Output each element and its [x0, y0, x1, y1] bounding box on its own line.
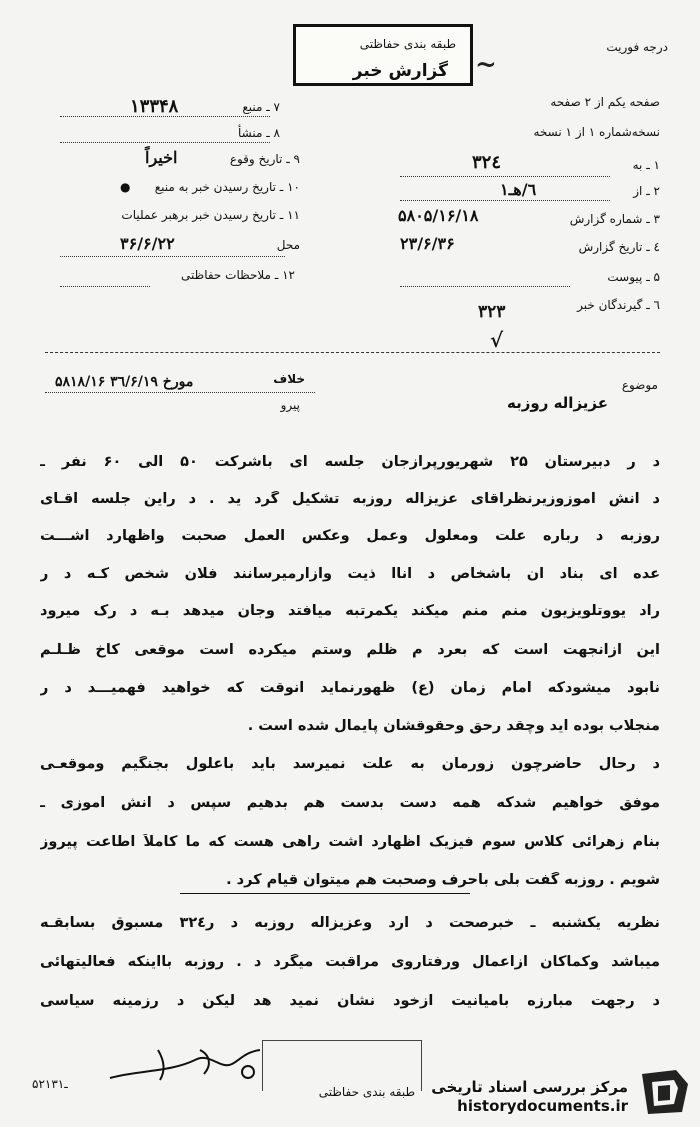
- follow-label: پیرو: [280, 398, 300, 412]
- body-line: د رحال حاضرچون زورمان به علت نمیرسد باید باعلول بجنگیم وموقعـی: [40, 756, 660, 772]
- field-line: [60, 256, 285, 257]
- handwritten-scribble: ~: [475, 50, 498, 80]
- footer-classification: طبقه بندی حفاظتی: [318, 1085, 415, 1099]
- body-line: عده ای بناد ان باشخاص د اناا ذیت وآزارمیرسانند فلان شخص کـه د ر: [40, 566, 660, 582]
- page-label: صفحه یکم از ۲ صفحه: [550, 95, 660, 109]
- watermark-text: مرکز بررسی اسناد تاریخی: [431, 1078, 628, 1096]
- field-label: ۱ ـ به: [632, 158, 660, 172]
- body-line: این ازآنجهت است که بعرد م ظلم وستم میکرده است موقعی کاخ ظـلـم: [40, 642, 660, 658]
- field-line: [400, 176, 610, 177]
- field-value: ۲۳/۶/۳۶: [400, 234, 455, 253]
- header-separator: [45, 352, 660, 353]
- watermark-url[interactable]: historydocuments.ir: [457, 1097, 628, 1115]
- handwritten-underline: [180, 893, 470, 894]
- copy-label: نسخه‌شماره ۱ از ۱ نسخه: [533, 125, 660, 139]
- field-line: [60, 286, 150, 287]
- field-label: ۸ ـ منشأ: [237, 126, 280, 140]
- field-value: ۵۸۰۵/۱۶/۱۸: [398, 206, 479, 225]
- follow-line: [45, 392, 315, 393]
- subject-label: موضوع: [621, 378, 658, 392]
- field-line: [60, 142, 270, 143]
- body-line: د ر دبیرستان ۲۵ شهریورپرازجان جلسه ای باشرکت ۵۰ الی ۶۰ نفر ـ: [40, 454, 660, 470]
- stamp-classification: طبقه بندی حفاظتی: [359, 37, 456, 51]
- follow-reference: ۵۸۱۸/۱۶ مورخ ۳٦/۶/۱۹: [55, 374, 194, 390]
- field-value: ۳۶/۶/۲۲: [120, 234, 175, 253]
- field-line: [400, 200, 610, 201]
- field-value: ۱٦/هـ: [500, 180, 537, 199]
- urgency-label: درجه فوریت: [606, 40, 668, 54]
- body-line: د رجهت مبارزه بامیانیت ازخود نشان نمید هد لیکن د رزمینه سیاسی: [40, 993, 660, 1009]
- field-label: ٤ ـ تاریخ گزارش: [578, 240, 660, 254]
- field-label: ۱۰ ـ تاریخ رسیدن خبر به منبع: [154, 180, 300, 194]
- field-value: ۱۳۳۴۸: [130, 96, 179, 117]
- subject-value: عزیزاله روزبه: [507, 394, 608, 412]
- body-line: روزبه د رباره علت ومعلول وعمل وعکس العمل صحبت واظهارد اشـــت: [40, 528, 660, 544]
- field-line: [400, 286, 570, 287]
- field-label: ۱۲ ـ ملاحظات حفاظتی: [181, 268, 295, 282]
- body-line: راد یووتلویزیون منم منم میکند یکمرتبه میافتد وجان میدهد بـه د رک میرود: [40, 603, 660, 619]
- field-value: ۳۲۳: [478, 302, 506, 322]
- body-line: د انش آموزوزیرنظرآقای عزیزاله روزبه تشکیل گرد ید . د راین جلسه آقـای: [40, 491, 660, 507]
- body-line: نظریه یکشنبه ـ خبرصحت د ارد وعزیزاله روزبه د ر۳۲٤ مسبوق بسابقـه: [40, 915, 660, 931]
- body-line: نابود میشودکه امام زمان (ع) ظهورنماید آنوقت که خواهید فهمیـــد د ر: [40, 680, 660, 696]
- archive-logo-icon: [636, 1066, 694, 1118]
- body-line: منجلاب بوده اید وچقد رحق وحقوقشان پایمال شده است .: [247, 718, 660, 734]
- field-label: محل: [276, 238, 300, 252]
- classification-stamp: [293, 24, 473, 86]
- body-line: موفق خواهیم شدکه همه دست بدست هم بدهیم سپس د انش آموزی ـ: [40, 795, 660, 811]
- field-label: ۵ ـ پیوست: [607, 270, 660, 284]
- body-line: میباشد وکماکان ازاعمال ورفتاروی مراقبت میگرد د . روزبه بااینکه فعالیتهائی: [40, 954, 660, 970]
- body-line: شویم . روزبه گفت بلی باحرف وصحبت هم میتوان قیام کرد .: [226, 872, 660, 888]
- field-label: ۱۱ ـ تاریخ رسیدن خبر برهبر عملیات: [121, 208, 300, 222]
- form-code: ۵۲ـ۱۳۱: [32, 1077, 68, 1091]
- footer-stamp-box: [262, 1040, 422, 1091]
- field-value: ۳۲٤: [472, 152, 502, 173]
- field-label: ۲ ـ از: [633, 184, 660, 198]
- field-label: ۹ ـ تاریخ وقوع: [229, 152, 300, 166]
- stamp-title: گزارش خبر: [352, 61, 448, 81]
- signature: [100, 1030, 270, 1090]
- field-bullet: ●: [120, 180, 131, 194]
- field-label: ۳ ـ شماره گزارش: [569, 212, 660, 226]
- field-label: ٦ ـ گیرندگان خبر: [577, 298, 660, 312]
- follow-annotation: خلاف: [273, 372, 305, 386]
- field-value: اخیراً: [145, 148, 178, 167]
- field-label: ۷ ـ منبع: [242, 100, 280, 114]
- body-line: بنام زهرائی کلاس سوم فیزیک اظهارد اشت راهی هست که ما کاملاً اطاعت پیروز: [40, 834, 660, 850]
- handwritten-mark: √: [490, 328, 505, 352]
- field-line: [60, 116, 270, 117]
